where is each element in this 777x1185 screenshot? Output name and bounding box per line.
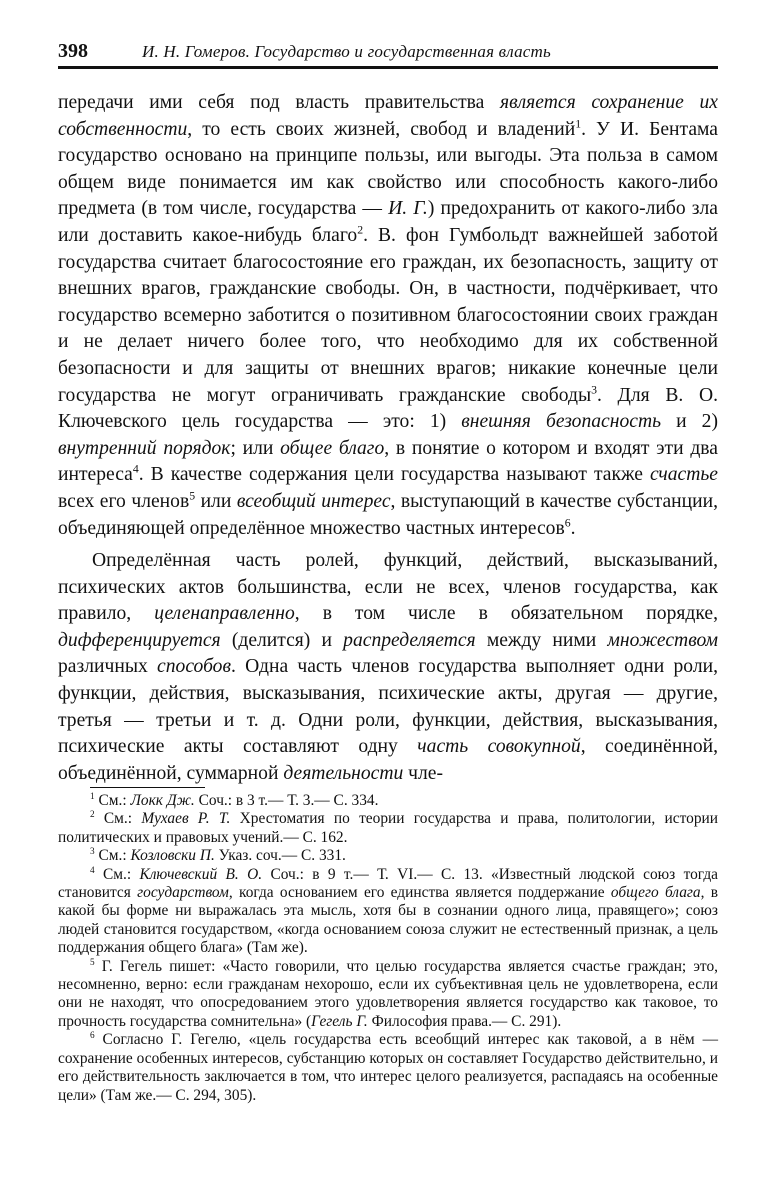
text-run: .	[570, 517, 576, 539]
paragraph-1	[58, 90, 718, 542]
text-run: Указ. соч.— С. 331.	[214, 847, 346, 865]
text-run: , в понятие о котором и входят эти два интереса	[58, 437, 718, 486]
footnote-ref-2[interactable]: 2	[357, 223, 364, 237]
paragraph-2	[58, 548, 718, 787]
author-name: Гегель Г.	[311, 1012, 368, 1030]
text-run: , соединённой, объединённой, суммарной	[58, 736, 719, 784]
text-run: См.:	[94, 847, 131, 865]
text-run: между ними	[475, 629, 608, 651]
text-run: . Для В. О. Ключевского цель государства — это: 1)	[58, 384, 718, 433]
footnote-number: 1	[90, 790, 95, 801]
running-head: И. Н. Гомеров. Государство и государственная власть	[142, 42, 551, 61]
text-run: . В. фон Гумбольдт важнейшей заботой государства считает благосостояние его граждан, их безопасность, защиту от внешних врагов, гражданские свободы. Он, в частности, подчёркивает, что государство всемерно заботится о позитивном благосостоянии своих граждан и не делает ничего более того, что необходимо для их собственной безопасности и для защиты от внешних врагов; никакие конечные цели государства не могут ограничивать гражданские свободы	[58, 224, 719, 406]
footnote-ref-1[interactable]: 1	[575, 117, 582, 131]
author-name: Локк Дж.	[130, 792, 195, 809]
text-run: См.:	[94, 865, 140, 883]
footnote-ref-5[interactable]: 5	[189, 489, 196, 503]
emphasis: является сохранение их собственности	[58, 92, 718, 140]
footnote-divider	[90, 787, 205, 788]
text-run: (делится) и	[220, 629, 344, 651]
emphasis: целенаправленно	[154, 603, 295, 625]
footnote-4	[58, 866, 718, 958]
text-run: , в том числе в обязательном порядке,	[294, 603, 718, 625]
footnote-number: 3	[90, 846, 95, 857]
text-run: различных	[58, 656, 158, 678]
text-run: Определённая часть ролей, функций, действий, высказываний, психических актов большинства, если не всех, членов государства, как правило,	[58, 550, 718, 625]
text-run: Хрестоматия по теории государства и права, политологии, истории политических и правовых учений.— С. 162.	[58, 810, 719, 846]
footnote-ref-3[interactable]: 3	[591, 383, 597, 396]
text-run: , в какой бы форме ни выражалась эта мысль, хотя бы в сознании одного лица, правящего»; союз людей становится государством, «когда основанием союза служит не естественный признак, а цель поддержания общего блага» (Там же).	[58, 884, 719, 957]
text-run: и 2)	[661, 411, 718, 433]
text-run: , выступающий в качестве субстанции, объединяющей определённое множество частных интересов	[58, 490, 718, 539]
emphasis: И. Г.	[388, 198, 428, 220]
emphasis: общего блага	[610, 884, 701, 902]
footnote-number: 6	[90, 1030, 95, 1041]
text-run: Философия права.— С. 291).	[367, 1012, 562, 1030]
text-run: Соч.: в 3 т.— Т. 3.— С. 334.	[194, 792, 379, 809]
text-run: ) предохранить от какого-либо зла или доставить какое-нибудь благо	[58, 198, 718, 246]
emphasis: внутренний порядок	[58, 437, 231, 459]
footnote-6	[58, 1031, 718, 1105]
author-name: Ключевский В. О.	[139, 865, 263, 883]
main-text	[58, 90, 718, 787]
author-name: Козловски П.	[130, 847, 215, 865]
text-run: Г. Гегель пишет: «Часто говорили, что целью государства является счастье граждан; это, несомненно, верно: если гражданам нехорошо, если их субъективная цель не удовлетворена, если они не находят, что опосредованием этого удовлетворения является государство как таковое, то прочность государства сомнительна» (	[58, 957, 718, 1030]
text-run: . В качестве содержания цели государства называют также	[138, 464, 650, 486]
emphasis: дифференцируется	[58, 629, 221, 651]
text-run: ; или	[230, 437, 281, 459]
text-run: См.:	[94, 792, 131, 809]
emphasis: счастье	[649, 464, 718, 486]
text-run: Соч.: в 9 т.— Т. VI.— С. 13. «Известный людской союз тогда становится	[58, 865, 718, 902]
text-run: передачи ими себя под власть правительства	[58, 92, 501, 113]
text-run: всех его членов	[58, 490, 190, 512]
page-number: 398	[58, 40, 88, 62]
footnote-ref-4[interactable]: 4	[132, 462, 139, 476]
footnote-5	[58, 958, 718, 1032]
footnote-1	[58, 792, 718, 810]
text-run: чле-	[403, 762, 444, 784]
emphasis: часть совокупной	[417, 736, 581, 758]
footnote-number: 5	[90, 956, 95, 967]
author-name: Мухаев Р. Т.	[141, 810, 231, 828]
text-run: См.:	[94, 810, 142, 828]
emphasis: общее благо	[280, 437, 385, 459]
text-run: , когда основанием его единства является поддержание	[228, 884, 611, 902]
emphasis: деятельности	[283, 762, 404, 784]
footnote-ref-6[interactable]: 6	[564, 515, 571, 529]
emphasis: всеобщий интерес	[236, 490, 391, 512]
footnote-3	[58, 847, 718, 865]
text-run: . У И. Бентама государство основано на принципе пользы, или выгоды. Эта польза в самом общем виде понимается им как свойство или способность какого-либо предмета (в том числе, государства —	[58, 118, 718, 220]
footnotes	[58, 792, 718, 1105]
page-header	[58, 38, 718, 69]
emphasis: множеством	[607, 629, 719, 651]
footnote-number: 2	[90, 809, 95, 820]
footnote-number: 4	[90, 864, 95, 875]
text-run: . Одна часть членов государства выполняет одни роли, функции, действия, высказывания, психические акты, другая — другие, третья — третьи и т. д. Одни роли, функции, действия, высказывания, психические акты составляют одну	[58, 656, 718, 758]
emphasis: способов	[157, 656, 231, 678]
text-run: , то есть своих жизней, свобод и владений	[187, 118, 576, 140]
emphasis: внешняя безопасность	[461, 411, 662, 433]
footnote-2	[58, 810, 718, 847]
emphasis: государством	[137, 884, 229, 902]
text-run: или	[195, 490, 237, 512]
emphasis: распределяется	[343, 629, 476, 651]
text-run: Согласно Г. Гегелю, «цель государства есть всеобщий интерес как таковой, а в нём — сохранение особенных интересов, субстанцию которых он составляет Государство действительно, и его действительность заключается в том, что интерес целого реализуется, распадаясь на особенные цели» (Там же.— С. 294, 305).	[58, 1031, 718, 1104]
